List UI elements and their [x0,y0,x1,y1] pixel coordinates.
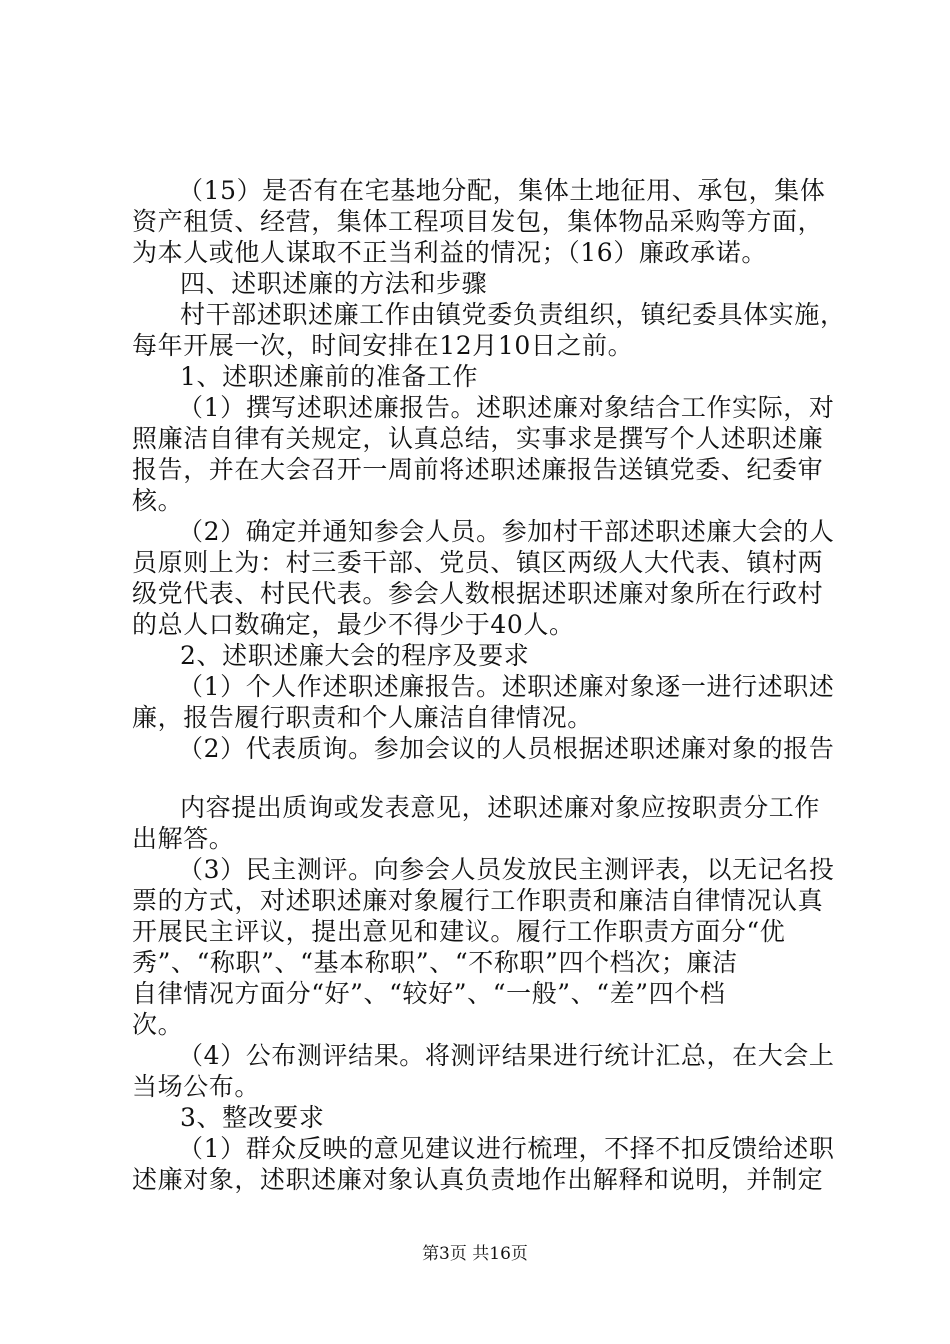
text-line: 当场公布。 [132,1072,261,1101]
text-line: 述廉对象，述职述廉对象认真负责地作出解释和说明，并制定 [132,1165,824,1194]
text-line: 廉，报告履行职责和个人廉洁自律情况。 [132,703,593,732]
subsection-heading: 3、整改要求 [180,1103,325,1132]
subsection-heading: 2、述职述廉大会的程序及要求 [180,641,530,670]
text-line: （1）撰写述职述廉报告。述职述廉对象结合工作实际，对 [178,393,835,422]
text-line: 内容提出质询或发表意见，述职述廉对象应按职责分工作 [180,793,821,822]
text-line: 员原则上为：村三委干部、党员、镇区两级人大代表、镇村两 [132,548,824,577]
text-line: （1）群众反映的意见建议进行梳理，不择不扣反馈给述职 [178,1134,835,1163]
text-line: 自律情况方面分“好”、“较好”、“一般”、“差”四个档 [132,979,726,1008]
text-line: （3）民主测评。向参会人员发放民主测评表，以无记名投 [178,855,835,884]
text-line: 为本人或他人谋取不正当利益的情况；（16）廉政承诺。 [132,238,767,267]
text-line: 票的方式，对述职述廉对象履行工作职责和廉洁自律情况认真 [132,886,824,915]
text-line: （4）公布测评结果。将测评结果进行统计汇总，在大会上 [178,1041,835,1070]
text-line: 级党代表、村民代表。参会人数根据述职述廉对象所在行政村 [132,579,824,608]
text-line: 资产租赁、经营，集体工程项目发包，集体物品采购等方面， [132,207,824,236]
text-line: 秀”、“称职”、“基本称职”、“不称职”四个档次；廉洁 [132,948,738,977]
text-line: （1）个人作述职述廉报告。述职述廉对象逐一进行述职述 [178,672,835,701]
page-number-footer: 第3页 共16页 [422,1244,528,1264]
text-line: 开展民主评议，提出意见和建议。履行工作职责方面分“优 [132,917,786,946]
section-heading: 四、述职述廉的方法和步骤 [180,269,488,298]
text-line: （2）代表质询。参加会议的人员根据述职述廉对象的报告 [178,734,835,763]
text-line: 核。 [132,486,184,515]
text-line: 的总人口数确定，最少不得少于40人。 [132,610,575,639]
text-line: 报告，并在大会召开一周前将述职述廉报告送镇党委、纪委审 [132,455,824,484]
text-line: 次。 [132,1010,184,1039]
text-line: 每年开展一次，时间安排在12月10日之前。 [132,331,634,360]
text-line: 村干部述职述廉工作由镇党委负责组织，镇纪委具体实施， [180,300,846,329]
text-line: （2）确定并通知参会人员。参加村干部述职述廉大会的人 [178,517,835,546]
text-line: 出解答。 [132,824,235,853]
text-line: 照廉洁自律有关规定，认真总结，实事求是撰写个人述职述廉 [132,424,824,453]
subsection-heading: 1、述职述廉前的准备工作 [180,362,479,391]
text-line: （15）是否有在宅基地分配，集体土地征用、承包，集体 [178,176,826,205]
